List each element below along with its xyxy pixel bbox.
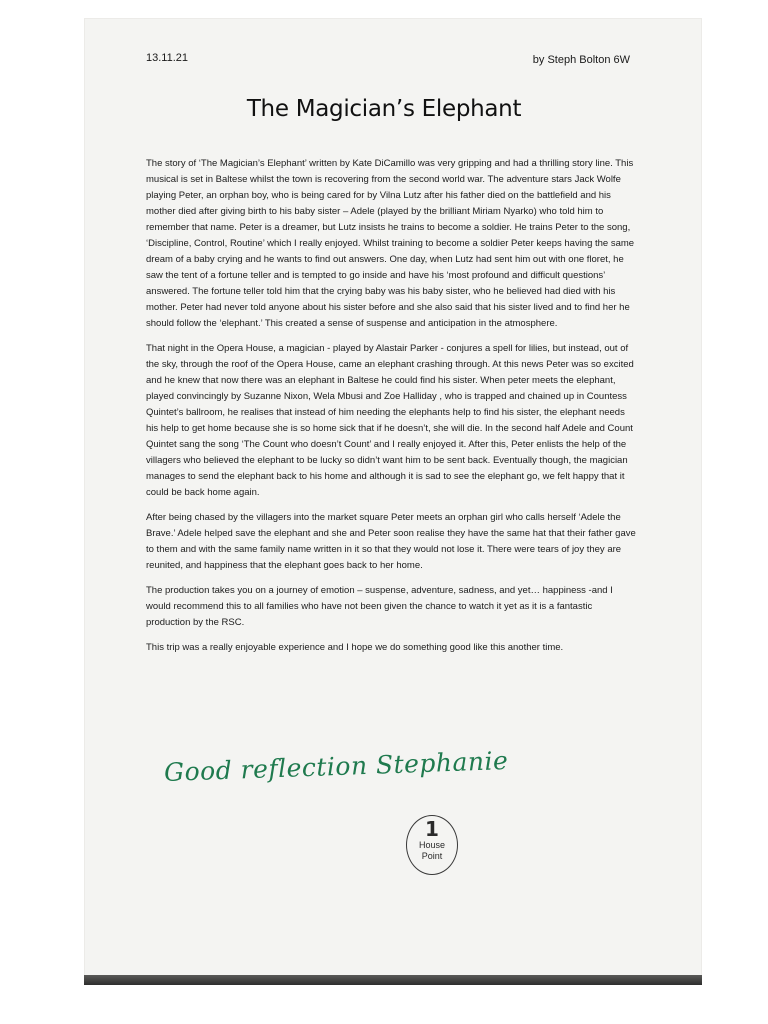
author-label: by Steph Bolton 6W xyxy=(532,54,630,66)
document-body xyxy=(146,156,638,665)
stamp-number: 1 xyxy=(425,817,439,841)
date-label: 13.11.21 xyxy=(146,52,189,64)
document-title: The Magician’s Elephant xyxy=(246,96,522,122)
stamp-line-2: Point xyxy=(421,851,443,861)
teacher-feedback-handwriting: Good reflection Stephanie xyxy=(163,746,509,787)
stamp-line-1: House xyxy=(418,840,445,850)
paragraph-4: The production takes you on a journey of emotion – suspense, adventure, sadness, and yet… happiness -and I would recommend this to all families who have not been given the chance to watch it yet as it is a fantastic production by the RSC. xyxy=(146,585,613,628)
paragraph-1: The story of ‘The Magician’s Elephant’ written by Kate DiCamillo was very gripping and had a thrilling story line. This musical is set in Baltese whilst the town is recovering from the second world war. The adventure stars Jack Wolfe playing Peter, an orphan boy, who is being cared for by Vilna Lutz after his father died on the battlefield and his mother died after giving birth to his baby sister – Adele (played by the brilliant Miriam Nyarko) who told him to remember that name. Peter is a dreamer, but Lutz insists he trains to become a soldier. He trains Peter to the song, ‘Discipline, Control, Routine’ which I really enjoyed. Whilst training to become a soldier Peter keeps having the same dream of a baby crying and he wants to find out answers. One day, when Lutz had sent him out with one floret, he saw the tent of a fortune teller and is tempted to go inside and have his ‘most profound and difficult questions’ answered. The fortune teller told him that the crying baby was his baby sister, who he believed had died with his mother. Peter had never told anyone about his sister before and she also said that his sister lived and to find her he should follow the ‘elephant.’ This created a sense of suspense and anticipation in the atmosphere. xyxy=(146,158,635,329)
paragraph-5: This trip was a really enjoyable experience and I hope we do something good like this another time. xyxy=(146,642,564,653)
paper-edge-shadow xyxy=(84,975,702,985)
house-point-stamp xyxy=(406,815,458,875)
paragraph-2: That night in the Opera House, a magician - played by Alastair Parker - conjures a spell for lilies, but instead, out of the sky, through the roof of the Opera House, came an elephant crashing through. At this news Peter was so excited and he knew that now there was an elephant in Baltese he could find his sister. When peter meets the elephant, played convincingly by Suzanne Nixon, Wela Mbusi and Zoe Halliday , who is trapped and chained up in Countess Quintet’s ballroom, he realises that instead of him needing the elephants help to find his sister, the elephant needs his help to get home because she is so home sick that if he doesn’t, she will die. In the second half Adele and Count Quintet sang the song ‘The Count who doesn’t Count’ and I really enjoyed it. After this, Peter enlists the help of the villagers who believed the elephant to be lucky so didn’t want him to be sent back. Eventually though, the magician manages to send the elephant back to his home and although it is sad to see the elephant go, we felt happy that it could be back home again. xyxy=(146,343,634,498)
paragraph-3: After being chased by the villagers into the market square Peter meets an orphan girl who calls herself ‘Adele the Brave.’ Adele helped save the elephant and she and Peter soon realise they have the same hat that their father gave to them and with the same family name written in it so that they would not lose it. There were tears of joy they are reunited, and happiness that the elephant goes back to her home. xyxy=(146,512,636,571)
